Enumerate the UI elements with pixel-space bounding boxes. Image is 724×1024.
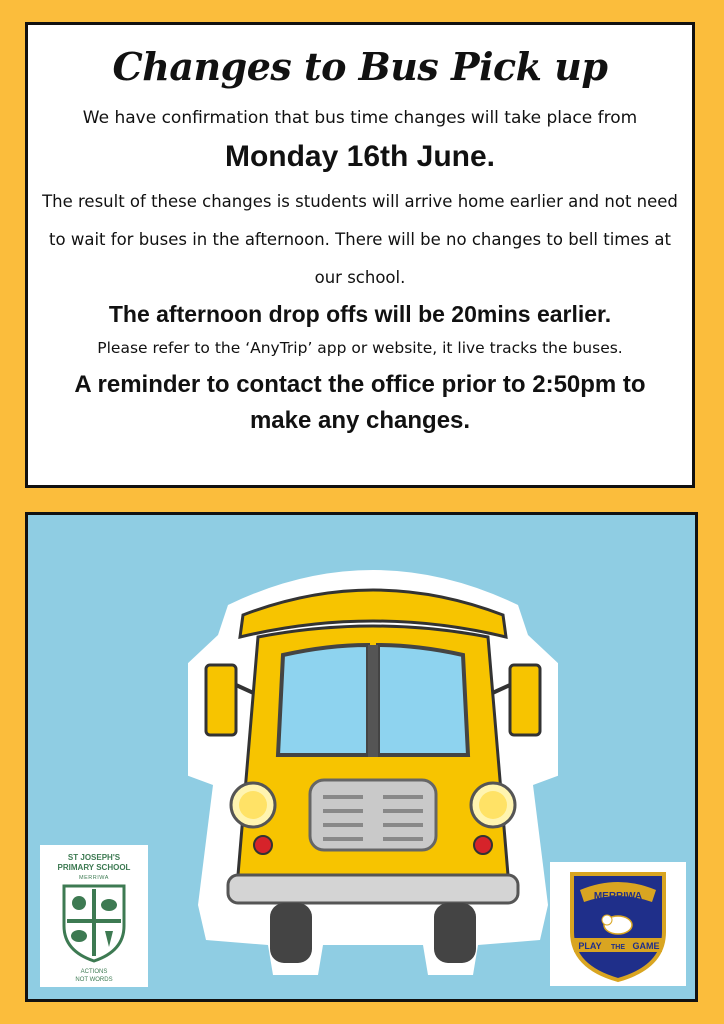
school-motto-line1: ACTIONS (80, 969, 108, 975)
school-motto-line2: NOT WORDS (75, 977, 113, 983)
notice-title: Changes to Bus Pick up (112, 44, 608, 89)
notice-date: Monday 16th June. (224, 140, 496, 173)
notice-dropoff: The afternoon drop offs will be 20mins earlier. (108, 301, 612, 327)
notice-intro: We have confirmation that bus time changes will take place from (82, 108, 638, 128)
school-shield-icon (59, 881, 129, 963)
notice-refer: Please refer to the ‘AnyTrip’ app or website, it live tracks the buses. (97, 339, 623, 357)
notice-result: The result of these changes is students will arrive home earlier and not need to wait for buses in the afternoon. There will be no changes to bell times at our school. (42, 192, 678, 287)
school-place: MERRIWA (79, 875, 109, 881)
school-name-line2: PRIMARY SCHOOL (57, 863, 131, 872)
crest-motto-mid: THE (611, 944, 625, 951)
crest-motto-left: PLAY (578, 941, 602, 951)
crest-top-text: MERRIWA (593, 891, 643, 902)
st-josephs-school-logo (40, 845, 148, 987)
crest-motto-right: GAME (632, 941, 660, 951)
school-bus-icon (188, 545, 558, 975)
notice-reminder: A reminder to contact the office prior to 2:50pm to make any changes. (74, 371, 646, 434)
notice-panel (25, 22, 695, 488)
school-name-line1: ST JOSEPH'S (67, 853, 121, 862)
merriwa-crest-logo (550, 862, 686, 986)
bus-image-panel (25, 512, 698, 1002)
